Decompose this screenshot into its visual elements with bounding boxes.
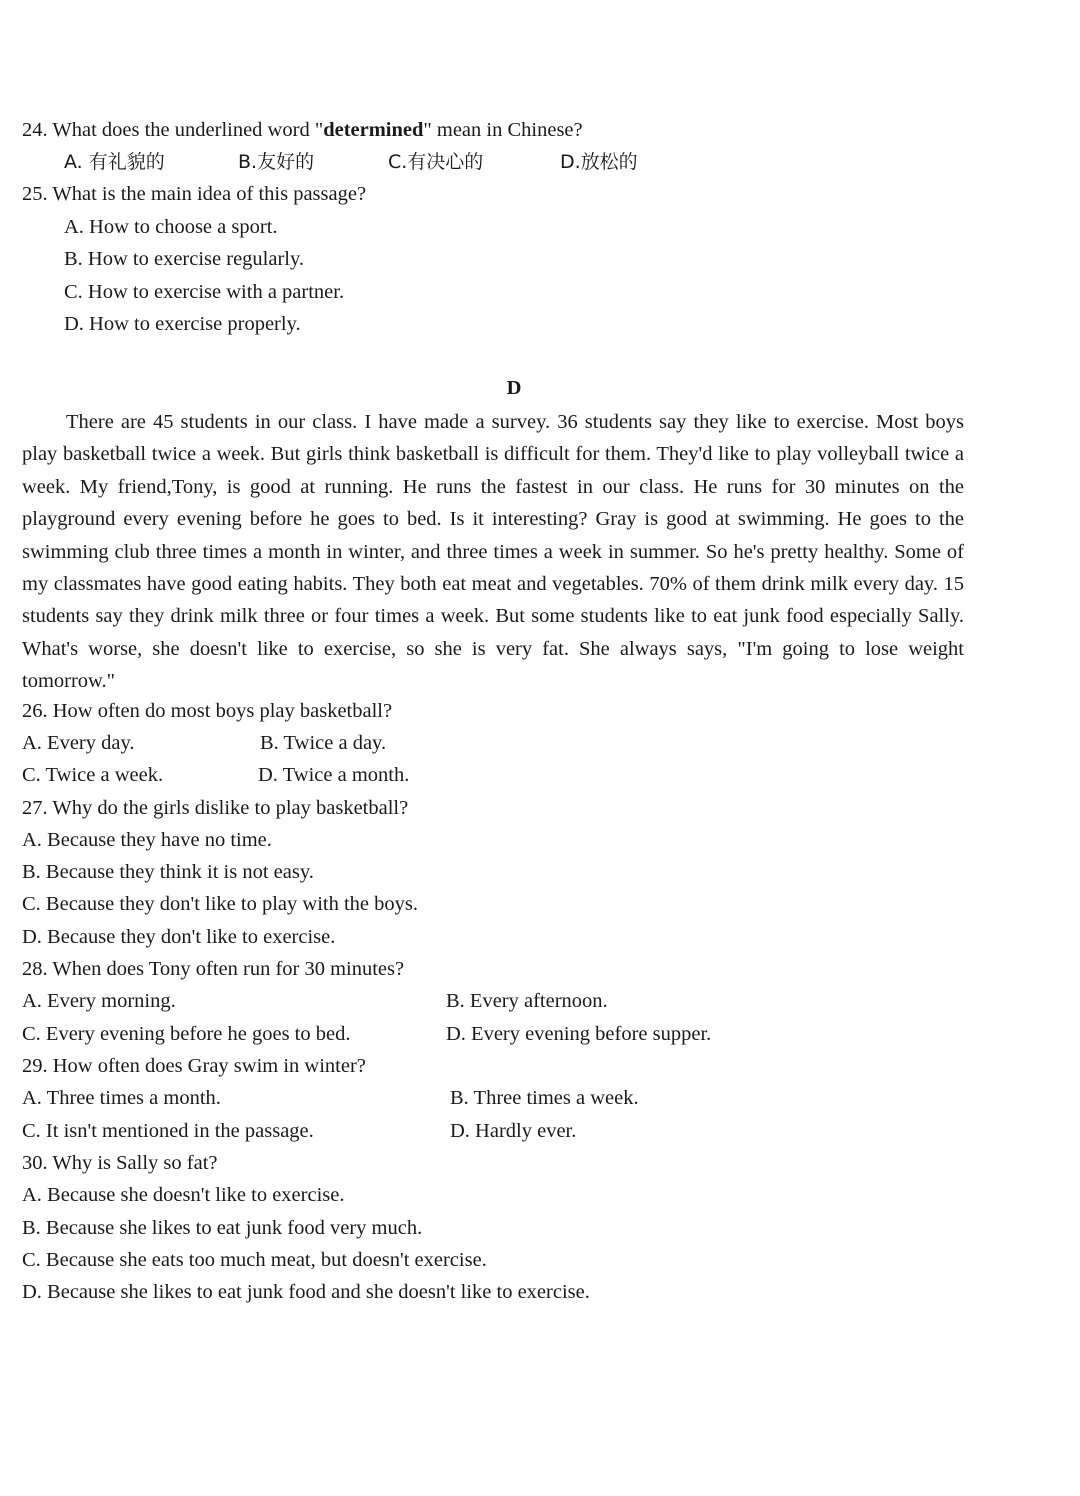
question-26: 26. How often do most boys play basketball? [22,700,393,722]
question-24-option-a: A. 有礼貌的 [64,151,165,173]
question-30-option-d: D. Because she likes to eat junk food and she doesn't like to exercise. [22,1281,590,1303]
question-26-option-b: B. Twice a day. [260,732,387,754]
question-29-option-b: B. Three times a week. [450,1087,639,1109]
question-24 [22,117,583,143]
question-28-option-b: B. Every afternoon. [446,990,608,1012]
question-29: 29. How often does Gray swim in winter? [22,1055,366,1077]
question-24-option-b: B.友好的 [238,151,315,173]
question-27-option-b: B. Because they think it is not easy. [22,861,314,883]
question-25-option-c: C. How to exercise with a partner. [64,281,345,303]
question-30-option-b: B. Because she likes to eat junk food very much. [22,1217,423,1239]
question-29-option-c: C. It isn't mentioned in the passage. [22,1120,314,1142]
question-26-option-a: A. Every day. [22,732,135,754]
question-28-option-d: D. Every evening before supper. [446,1023,712,1045]
question-24-prefix: 24. What does the underlined word " [22,119,324,141]
question-24-keyword: determined [323,119,424,141]
question-27-option-d: D. Because they don't like to exercise. [22,926,336,948]
question-30-option-a: A. Because she doesn't like to exercise. [22,1184,345,1206]
question-26-option-c: C. Twice a week. [22,764,164,786]
question-25: 25. What is the main idea of this passage? [22,183,367,205]
question-28-option-a: A. Every morning. [22,990,176,1012]
question-24-suffix: " mean in Chinese? [423,119,583,141]
question-24-option-c: C.有决心的 [388,151,484,173]
question-25-option-b: B. How to exercise regularly. [64,248,305,270]
reading-passage: There are 45 students in our class. I have made a survey. 36 students say they like to exercise. Most boys play basketball twice a week. But girls think basketball is difficult for them. They'd like to play volleyball twice a week. My friend,Tony, is good at running. He runs the fastest in our class. He runs for 30 minutes on the playground every evening before he goes to bed. Is it interesting? Gray is good at swimming. He goes to the swimming club three times a month in winter, and three times a week in summer. So he's pretty healthy. Some of my classmates have good eating habits. They both eat meat and vegetables. 70% of them drink milk every day. 15 students say they drink milk three or four times a week. But some students like to eat junk food especially Sally. What's worse, she doesn't like to exercise, so she is very fat. She always says, "I'm going to lose weight tomorrow." [22,411,964,693]
question-30-option-c: C. Because she eats too much meat, but doesn't exercise. [22,1249,487,1271]
question-28-option-c: C. Every evening before he goes to bed. [22,1023,351,1045]
question-29-option-a: A. Three times a month. [22,1087,221,1109]
question-30: 30. Why is Sally so fat? [22,1152,218,1174]
question-29-option-d: D. Hardly ever. [450,1120,577,1142]
question-27: 27. Why do the girls dislike to play basketball? [22,797,409,819]
question-27-option-c: C. Because they don't like to play with the boys. [22,893,418,915]
question-27-option-a: A. Because they have no time. [22,829,272,851]
section-heading-d: D [506,377,522,399]
question-28: 28. When does Tony often run for 30 minutes? [22,958,405,980]
question-25-option-d: D. How to exercise properly. [64,313,301,335]
question-26-option-d: D. Twice a month. [258,764,410,786]
question-24-option-d: D.放松的 [560,151,638,173]
question-25-option-a: A. How to choose a sport. [64,216,278,238]
